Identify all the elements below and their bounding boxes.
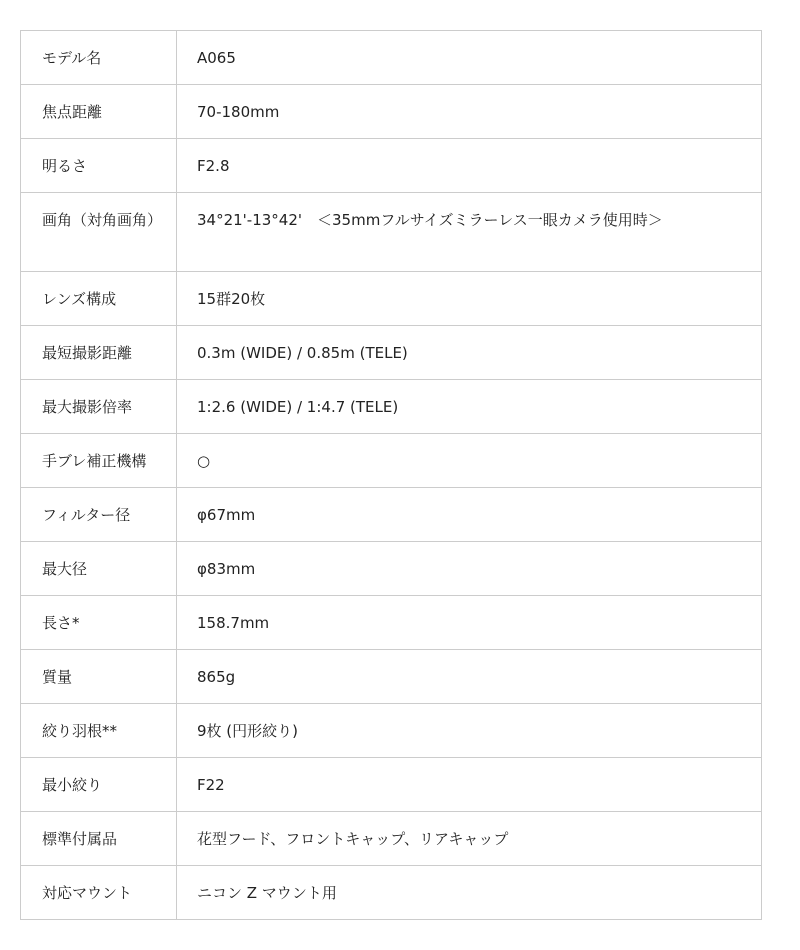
spec-label: 最大径: [21, 542, 177, 596]
spec-label: 手ブレ補正機構: [21, 434, 177, 488]
spec-row-filter-size: [21, 488, 762, 542]
spec-value: 花型フード、フロントキャップ、リアキャップ: [177, 812, 762, 866]
spec-label: 対応マウント: [21, 866, 177, 920]
spec-row-focal-length: [21, 85, 762, 139]
spec-row-mount: [21, 866, 762, 920]
spec-row-max-diameter: [21, 542, 762, 596]
spec-label: 質量: [21, 650, 177, 704]
spec-label: フィルター径: [21, 488, 177, 542]
spec-label: 最短撮影距離: [21, 326, 177, 380]
spec-row-aperture: [21, 139, 762, 193]
spec-row-weight: [21, 650, 762, 704]
spec-value: F2.8: [177, 139, 762, 193]
spec-label: レンズ構成: [21, 272, 177, 326]
spec-value: φ67mm: [177, 488, 762, 542]
spec-label: 最大撮影倍率: [21, 380, 177, 434]
spec-row-lens-construction: [21, 272, 762, 326]
spec-row-model: [21, 31, 762, 85]
spec-row-min-aperture: [21, 758, 762, 812]
spec-value: 70-180mm: [177, 85, 762, 139]
spec-label: 焦点距離: [21, 85, 177, 139]
spec-value: 865g: [177, 650, 762, 704]
spec-label: 最小絞り: [21, 758, 177, 812]
spec-value: A065: [177, 31, 762, 85]
spec-row-accessories: [21, 812, 762, 866]
spec-value: 9枚 (円形絞り): [177, 704, 762, 758]
spec-label: 画角（対角画角）: [21, 193, 177, 272]
spec-label: 絞り羽根**: [21, 704, 177, 758]
spec-value: 34°21'-13°42' ＜35mmフルサイズミラーレス一眼カメラ使用時＞: [177, 193, 762, 272]
spec-row-max-magnification: [21, 380, 762, 434]
spec-label: 標準付属品: [21, 812, 177, 866]
spec-label: 明るさ: [21, 139, 177, 193]
spec-row-angle-of-view: [21, 193, 762, 272]
spec-label: 長さ*: [21, 596, 177, 650]
spec-value: 158.7mm: [177, 596, 762, 650]
spec-value: 15群20枚: [177, 272, 762, 326]
spec-row-aperture-blades: [21, 704, 762, 758]
spec-value: ○: [177, 434, 762, 488]
spec-value: φ83mm: [177, 542, 762, 596]
spec-value: ニコン Z マウント用: [177, 866, 762, 920]
spec-label: モデル名: [21, 31, 177, 85]
spec-value: 0.3m (WIDE) / 0.85m (TELE): [177, 326, 762, 380]
spec-table: [20, 30, 762, 920]
spec-row-stabilization: [21, 434, 762, 488]
spec-value: 1:2.6 (WIDE) / 1:4.7 (TELE): [177, 380, 762, 434]
spec-row-length: [21, 596, 762, 650]
spec-row-min-focus-distance: [21, 326, 762, 380]
spec-value: F22: [177, 758, 762, 812]
